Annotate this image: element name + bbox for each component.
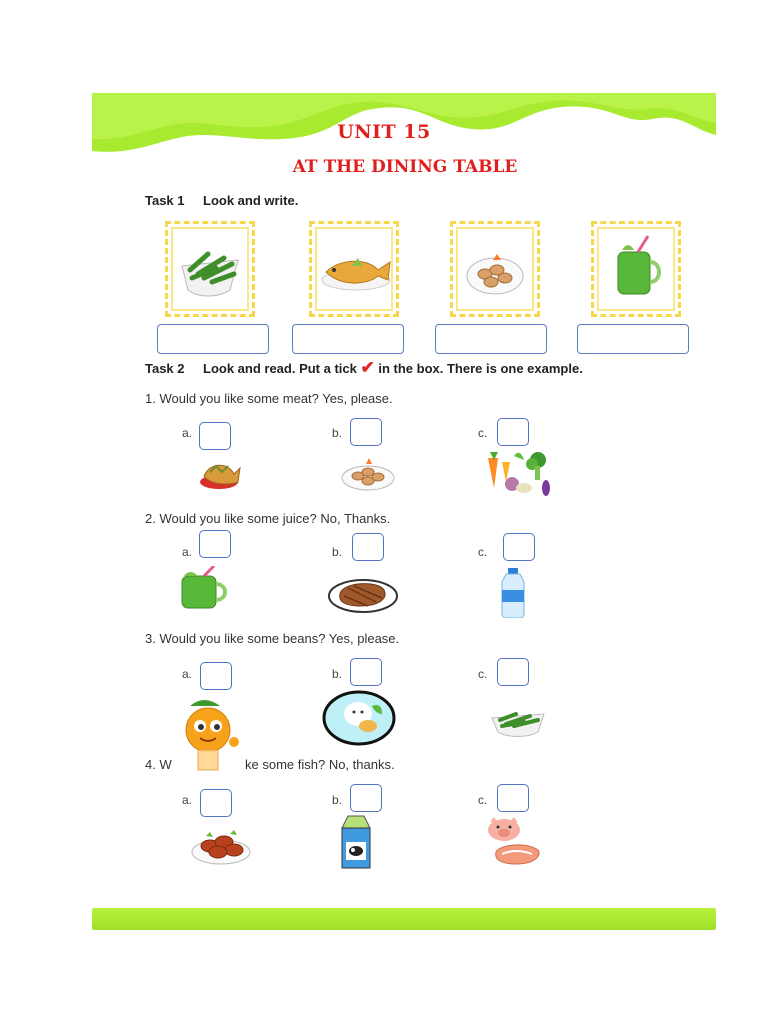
task1-answer-box-1[interactable]	[157, 324, 269, 354]
q4-option-c-checkbox[interactable]	[497, 784, 529, 812]
meat-plate-icon	[340, 452, 396, 492]
q1-option-a-checkbox[interactable]	[199, 422, 231, 450]
green-beans-bowl-icon	[488, 700, 548, 740]
task1-picture-4	[591, 221, 681, 317]
tick-mark-icon: ✔	[360, 358, 375, 377]
green-beans-bowl-icon	[168, 224, 252, 314]
q4-option-a-checkbox[interactable]	[200, 789, 232, 817]
q4-option-a-letter: a.	[182, 793, 193, 807]
task1-picture-2	[309, 221, 399, 317]
task1-heading	[145, 193, 298, 208]
water-bottle-icon	[498, 566, 528, 618]
vegetables-icon	[480, 448, 554, 498]
q1-option-c-letter: c.	[478, 426, 488, 440]
rice-plate-icon	[322, 688, 396, 746]
task2-heading	[145, 358, 583, 378]
juice-jar-icon	[176, 566, 234, 612]
q3-option-a-letter: a.	[182, 667, 193, 681]
question-4-text-start: 4. W	[145, 757, 172, 772]
task1-instruction: Look and write.	[203, 193, 299, 208]
task1-answer-box-2[interactable]	[292, 324, 404, 354]
q2-option-c-letter: c.	[478, 545, 488, 559]
q2-option-b-letter: b.	[332, 545, 343, 559]
pork-icon	[484, 816, 546, 868]
task2-number: Task 2	[145, 361, 185, 376]
task1-answer-box-4[interactable]	[577, 324, 689, 354]
question-1-text: 1. Would you like some meat? Yes, please.	[145, 391, 393, 406]
orange-juice-character-icon	[176, 696, 248, 774]
q2-option-a-checkbox[interactable]	[199, 530, 231, 558]
steak-plate-icon	[328, 574, 398, 614]
q1-option-a-letter: a.	[182, 426, 193, 440]
task1-picture-1	[165, 221, 255, 317]
task1-answer-box-3[interactable]	[435, 324, 547, 354]
question-4-text-end: ke some fish? No, thanks.	[245, 757, 395, 772]
juice-jar-icon	[594, 224, 678, 314]
q3-option-c-checkbox[interactable]	[497, 658, 529, 686]
q2-option-a-letter: a.	[182, 545, 193, 559]
q4-option-b-letter: b.	[332, 793, 343, 807]
unit-title: UNIT 15	[337, 121, 431, 143]
lesson-title: AT THE DINING TABLE	[292, 157, 518, 177]
chicken-plate-icon	[190, 820, 252, 866]
q2-option-c-checkbox[interactable]	[503, 533, 535, 561]
fish-plate-icon	[312, 224, 396, 314]
fried-fish-icon	[196, 452, 242, 492]
meat-plate-icon	[453, 224, 537, 314]
q1-option-c-checkbox[interactable]	[497, 418, 529, 446]
task2-instruction-before: Look and read. Put a tick	[203, 361, 357, 376]
milk-carton-icon	[334, 814, 378, 870]
q4-option-b-checkbox[interactable]	[350, 784, 382, 812]
footer-band	[92, 908, 716, 930]
q1-option-b-checkbox[interactable]	[350, 418, 382, 446]
q2-option-b-checkbox[interactable]	[352, 533, 384, 561]
q3-option-b-checkbox[interactable]	[350, 658, 382, 686]
task1-number: Task 1	[145, 193, 185, 208]
task1-picture-3	[450, 221, 540, 317]
q3-option-c-letter: c.	[478, 667, 488, 681]
question-2-text: 2. Would you like some juice? No, Thanks.	[145, 511, 391, 526]
q4-option-c-letter: c.	[478, 793, 488, 807]
task2-instruction-after: in the box. There is one example.	[378, 361, 583, 376]
question-3-text: 3. Would you like some beans? Yes, please.	[145, 631, 400, 646]
q3-option-b-letter: b.	[332, 667, 343, 681]
q3-option-a-checkbox[interactable]	[200, 662, 232, 690]
q1-option-b-letter: b.	[332, 426, 343, 440]
